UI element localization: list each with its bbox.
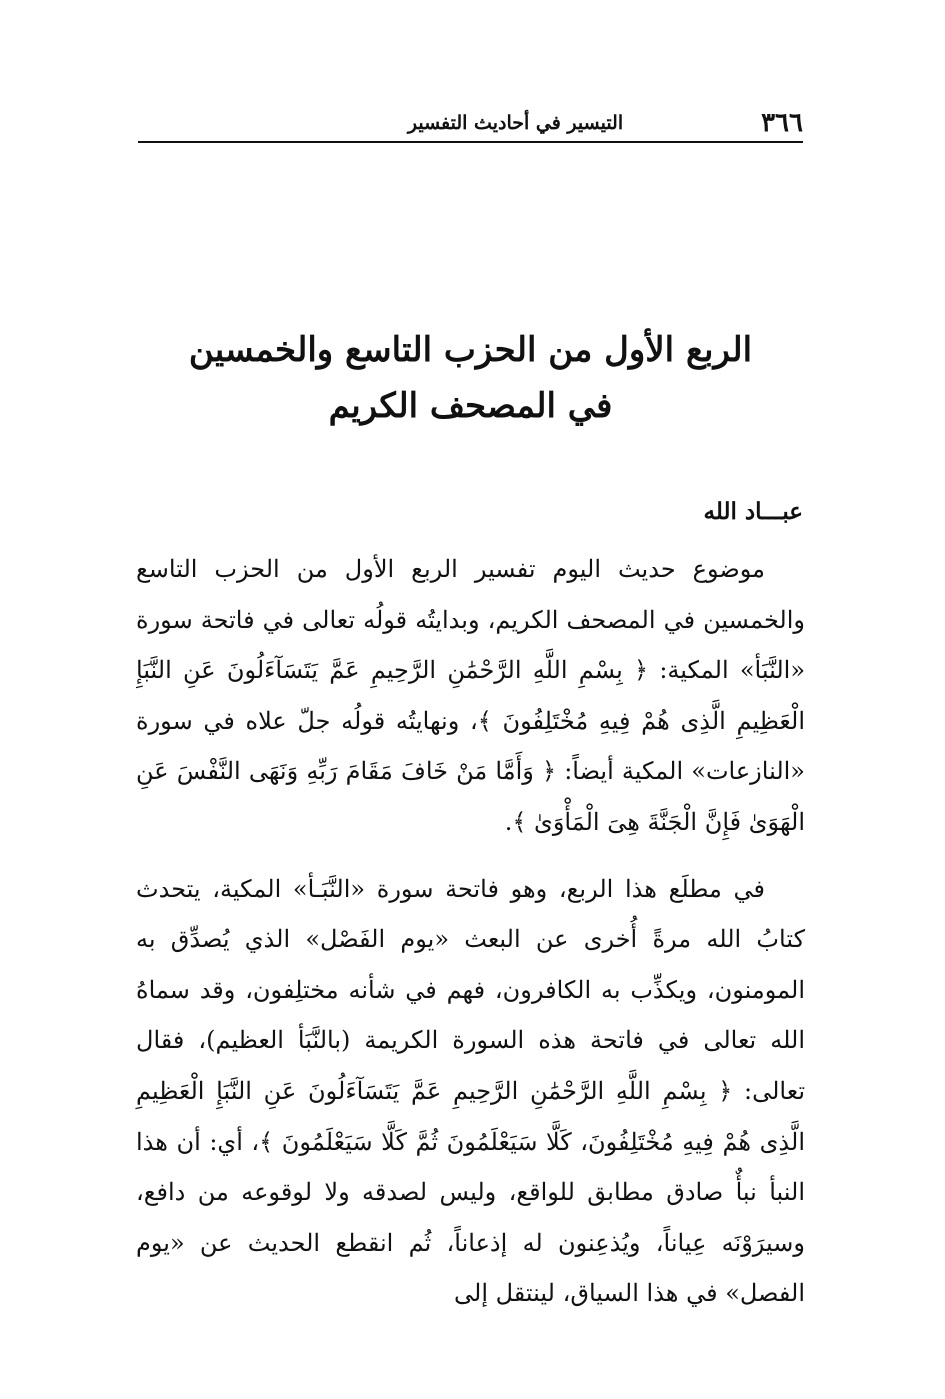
paragraph-1: موضوع حديث اليوم تفسير الربع الأول من الحزب التاسع والخمسين في المصحف الكريم، وبدايتُه قولُه تعالى في فاتحة سورة «النَّبَأ» المكية: ﴿ بِسْمِ اللَّهِ الرَّحْمَٰنِ الرَّحِيمِ عَمَّ يَتَسَآءَلُونَ عَنِ النَّبَإِ الْعَظِيمِ الَّذِى هُمْ فِيهِ مُخْتَلِفُونَ ﴾، ونهايتُه قولُه جلّ علاه في سورة «النازعات» المكية أيضاً: ﴿ وَأَمَّا مَنْ خَافَ مَقَامَ رَبِّهِ وَنَهَى النَّفْسَ عَنِ الْهَوَىٰ فَإِنَّ الْجَنَّةَ هِىَ الْمَأْوَىٰ ﴾.: [136, 555, 805, 836]
running-header: [138, 108, 803, 144]
body-text: [136, 544, 805, 1319]
running-title: التيسير في أحاديث التفسير: [407, 112, 624, 134]
header-rule: [138, 141, 803, 143]
chapter-title: [138, 322, 803, 434]
speaker-heading: عبـــاد الله: [703, 498, 803, 525]
chapter-title-line-2: في المصحف الكريم: [328, 386, 613, 426]
paragraph-2: في مطلَع هذا الربع، وهو فاتحة سورة «النَّبَـأ» المكية، يتحدث كتابُ الله مرةً أُخرى عن البعث «يوم الفَصْل» الذي يُصدِّق به المومنون، ويكذِّب به الكافرون، فهم في شأنه مختلِفون، وقد سماهُ الله تعالى في فاتحة هذه السورة الكريمة (بالنَّبَأ العظيم)، فقال تعالى: ﴿ بِسْمِ اللَّهِ الرَّحْمَٰنِ الرَّحِيمِ عَمَّ يَتَسَآءَلُونَ عَنِ النَّبَإِ الْعَظِيمِ الَّذِى هُمْ فِيهِ مُخْتَلِفُونَ، كَلَّا سَيَعْلَمُونَ ثُمَّ كَلَّا سَيَعْلَمُونَ ﴾، أي: أن هذا النبأ نبأٌ صادق مطابق للواقع، وليس لصدقه ولا لوقوعه من دافع، وسيرَوْنَه عِياناً، ويُذعِنون له إذعاناً، ثُم انقطع الحديث عن «يوم الفصل» في هذا السياق، لينتقل إلى: [136, 874, 805, 1308]
page-number: ٣٦٦: [761, 108, 803, 138]
chapter-title-line-1: الربع الأول من الحزب التاسع والخمسين: [188, 330, 753, 370]
